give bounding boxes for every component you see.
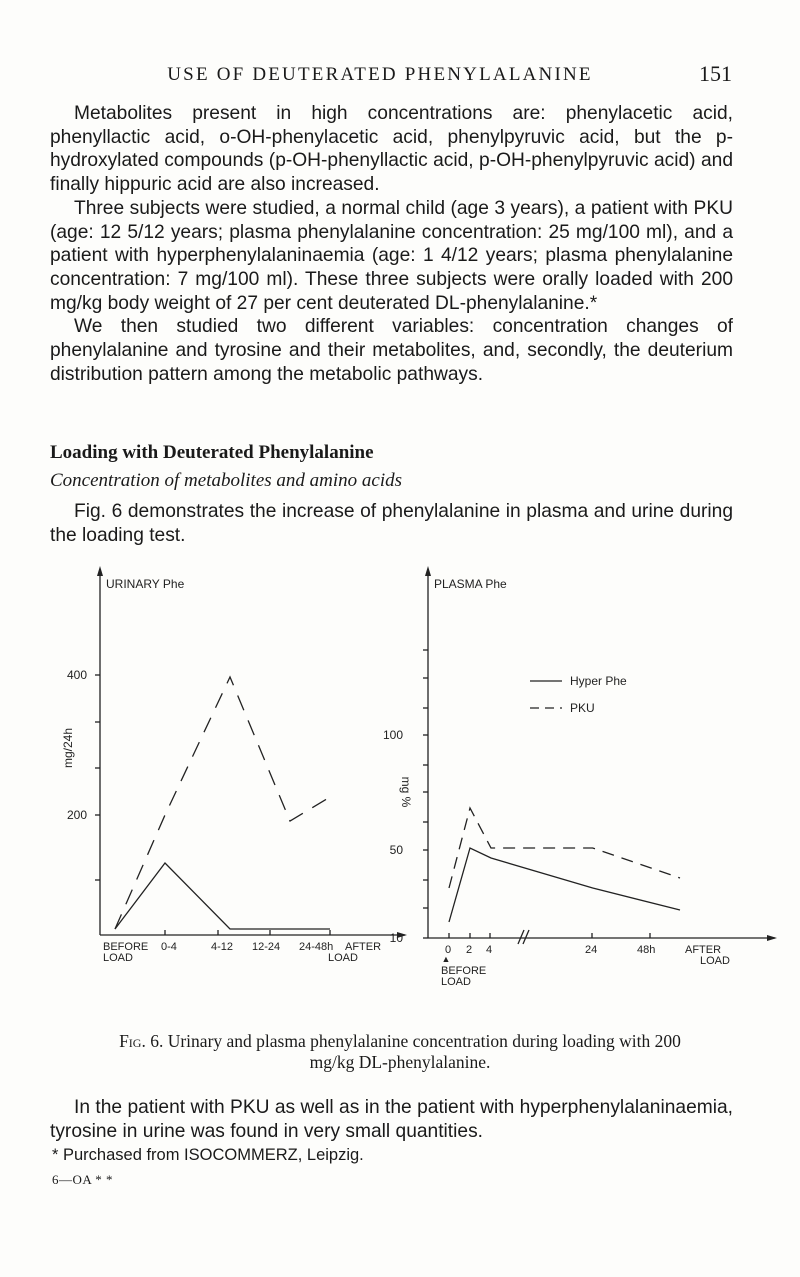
- figure-caption-label: Fig. 6.: [119, 1031, 164, 1051]
- urinary-x-label-4-12: 4-12: [211, 941, 234, 953]
- plasma-x-label-after-load: LOAD: [700, 955, 730, 967]
- paragraph: We then studied two different variables: concentration changes of phenylalanine and tyrosine and their metabolites, and, secondly, the deuterium distribution pattern among the metabolic pathways.: [50, 316, 733, 385]
- plasma-plot: [449, 808, 680, 922]
- urinary-tick-label-400: 400: [66, 668, 87, 682]
- urinary-x-label-before-load: LOAD: [103, 952, 133, 964]
- page-header: [0, 61, 800, 88]
- plasma-x-label-2: 2: [466, 944, 473, 956]
- urinary-x-label-24-48h: 24-48h: [299, 941, 334, 953]
- plasma-axis-break: [523, 930, 529, 944]
- urinary-tick-label-200: 200: [66, 808, 87, 822]
- plasma-x-label-4: 4: [486, 944, 493, 956]
- paragraph: Metabolites present in high concentrations are: phenylacetic acid, phenyllactic acid, o-OH-phenylacetic acid, phenylpyruvic acid, but the p-hydroxylated compounds (p-OH-phenyllactic acid, p-OH-phenylpyruvic acid) and finally hippuric acid are also increased.: [50, 103, 733, 196]
- running-title: USE OF DEUTERATED PHENYLALANINE: [167, 64, 593, 85]
- urinary-x-label-before: BEFORE: [103, 941, 149, 953]
- plasma-x-label-24: 24: [585, 944, 598, 956]
- urinary-axes: [95, 566, 407, 938]
- urinary-plot: [115, 677, 330, 929]
- urinary-x-label-after: AFTER: [345, 941, 382, 953]
- urinary-y-arrow: [97, 566, 103, 576]
- figure-intro: [50, 500, 733, 547]
- plasma-before-marker: ▲: [441, 954, 451, 964]
- subsection-heading: Concentration of metabolites and amino acids: [50, 470, 403, 491]
- urinary-series-pku: [115, 677, 330, 929]
- plasma-x-label-0: 0: [445, 944, 452, 956]
- plasma-x-label-before: BEFORE: [441, 965, 487, 977]
- plasma-series-pku: [449, 808, 680, 888]
- plasma-x-labels: [441, 944, 730, 988]
- footnote: * Purchased from ISOCOMMERZ, Leipzig.: [52, 1146, 364, 1164]
- paragraph: Fig. 6 demonstrates the increase of phenylalanine in plasma and urine during the loading test.: [50, 501, 733, 546]
- paragraph: Three subjects were studied, a normal child (age 3 years), a patient with PKU (age: 12 5/12 years; plasma phenylalanine concentration: 25 mg/100 ml), and a patient with hyperphenylalaninaemia (age: 1 4/12 years; plasma phenylalanine concentration: 7 mg/100 ml). These three subjects were orally loaded with 200 mg/kg body weight of 27 per cent deuterated DL-phenylalanine.*: [50, 197, 733, 314]
- intro-paragraphs: [50, 102, 733, 386]
- urinary-x-label-after-load: LOAD: [328, 952, 358, 964]
- urinary-title: URINARY Phe: [106, 577, 185, 591]
- signature-mark: 6—OA * *: [52, 1172, 114, 1187]
- figure-caption: [100, 1031, 700, 1073]
- plasma-axes: [423, 566, 777, 944]
- urinary-series-hyper-phe: [115, 863, 330, 929]
- urinary-y-label: mg/24h: [61, 727, 75, 769]
- plasma-tick-label-50: 50: [389, 843, 403, 857]
- plasma-x-label-before-load: LOAD: [441, 976, 471, 988]
- plasma-x-label-48h: 48h: [637, 944, 656, 956]
- page-number: 151: [699, 61, 732, 86]
- plasma-x-label-after: AFTER: [685, 944, 722, 956]
- figure-6-chart: [0, 560, 800, 1030]
- plasma-tick-label-10: 10: [389, 931, 403, 945]
- plasma-series-hyper-phe: [449, 848, 680, 922]
- legend-label-hyper-phe: Hyper Phe: [570, 674, 627, 688]
- plasma-tick-label-100: 100: [382, 728, 403, 742]
- urinary-x-label-0-4: 0-4: [161, 941, 177, 953]
- plasma-y-label: mg %: [399, 776, 413, 808]
- legend-label-pku: PKU: [570, 701, 595, 715]
- closing-paragraph: [50, 1096, 733, 1143]
- plasma-y-arrow: [425, 566, 431, 576]
- figure-caption-text: Urinary and plasma phenylalanine concentration during loading with 200 mg/kg DL-phenylalanine.: [167, 1031, 681, 1072]
- plasma-axis-break: [518, 930, 524, 944]
- urinary-x-label-12-24: 12-24: [252, 941, 281, 953]
- urinary-x-labels: [103, 941, 381, 964]
- plasma-x-arrow: [767, 935, 777, 941]
- plasma-title: PLASMA Phe: [434, 577, 507, 591]
- paragraph: In the patient with PKU as well as in the patient with hyperphenylalaninaemia, tyrosine in urine was found in very small quantities.: [50, 1097, 733, 1142]
- section-heading: Loading with Deuterated Phenylalanine: [50, 442, 374, 463]
- figure-6: [0, 560, 800, 1030]
- plasma-legend: [530, 674, 627, 715]
